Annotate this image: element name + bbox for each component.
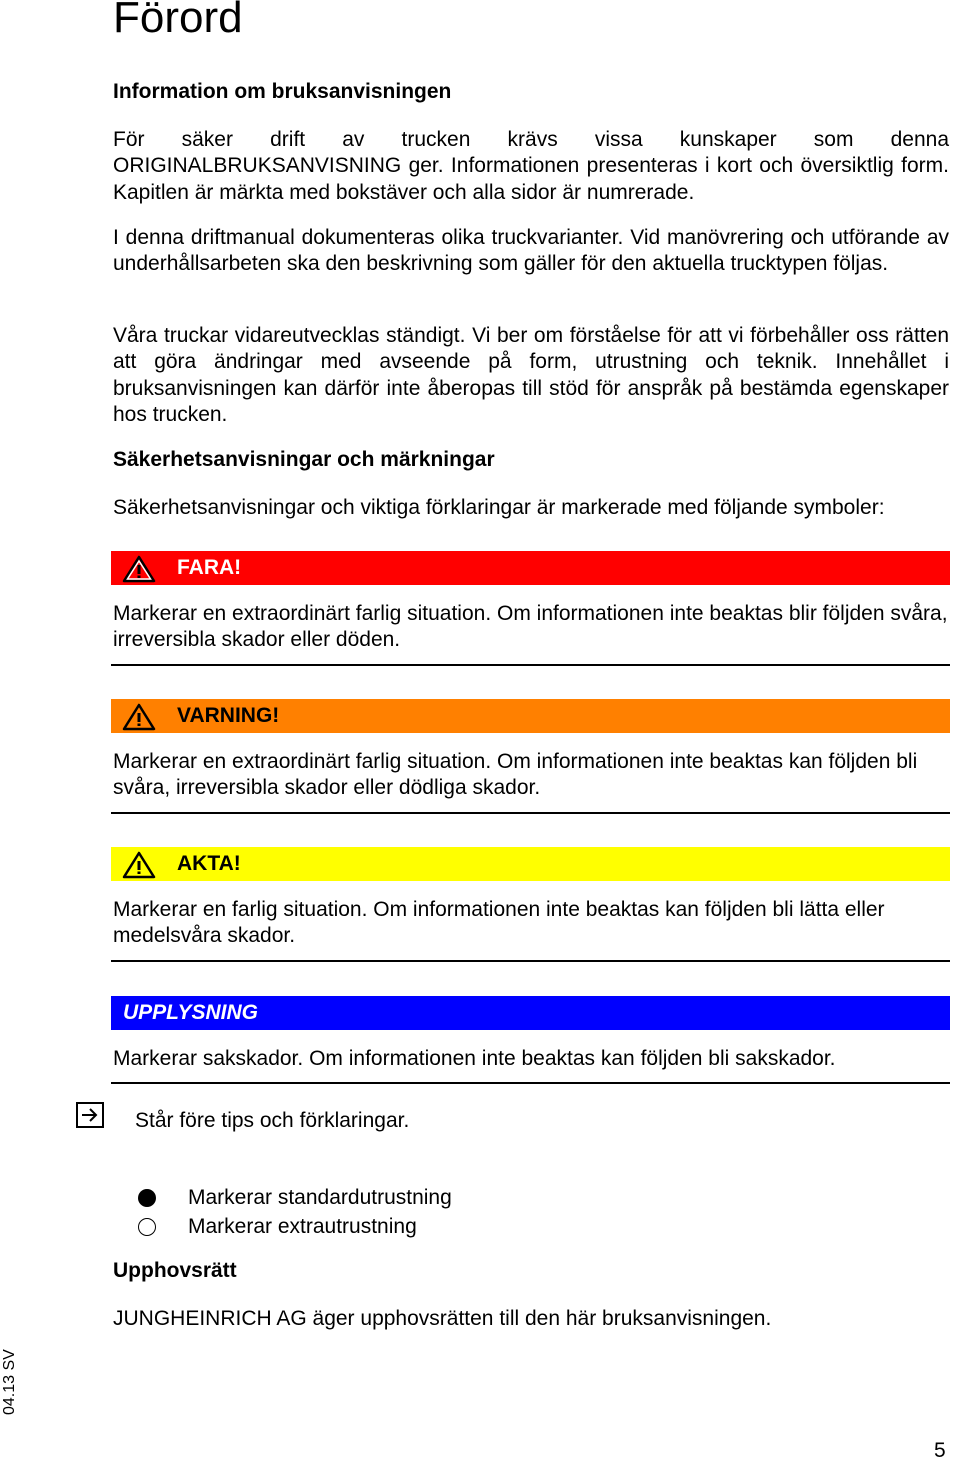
warning-description: Markerar en extraordinärt farlig situation. Om informationen inte beaktas kan följden bli svåra, irreversibla skador eller dödliga skador. bbox=[113, 750, 918, 800]
notice-banner bbox=[111, 996, 950, 1030]
safety-intro: Säkerhetsanvisningar och viktiga förklaringar är markerade med följande symboler: bbox=[113, 496, 885, 519]
section-heading-copyright: Upphovsrätt bbox=[113, 1259, 237, 1282]
bullet-standard: Markerar standardutrustning bbox=[188, 1186, 452, 1209]
danger-label: FARA! bbox=[177, 556, 242, 579]
divider bbox=[111, 812, 950, 814]
document-code: 04.13 SV bbox=[1, 1349, 18, 1415]
warning-triangle-icon bbox=[122, 703, 156, 731]
divider bbox=[111, 664, 950, 666]
section-heading-safety: Säkerhetsanvisningar och märkningar bbox=[113, 448, 495, 471]
warning-label: VARNING! bbox=[177, 704, 280, 727]
divider bbox=[111, 960, 950, 962]
page-number: 5 bbox=[934, 1439, 946, 1462]
filled-circle-icon bbox=[138, 1189, 156, 1207]
notice-description: Markerar sakskador. Om informationen inte beaktas kan följden bli sakskador. bbox=[113, 1047, 836, 1070]
info-paragraph-2: I denna driftmanual dokumenteras olika truckvarianter. Vid manövrering och utförande av underhållsarbeten ska den beskrivning som gäller för den aktuella trucktypen följas. bbox=[113, 226, 949, 276]
warning-triangle-icon bbox=[122, 555, 156, 583]
danger-description: Markerar en extraordinärt farlig situation. Om informationen inte beaktas blir följden svåra, irreversibla skador eller döden. bbox=[113, 602, 948, 652]
notice-label: UPPLYSNING bbox=[123, 1001, 258, 1024]
info-paragraph-1: För säker drift av trucken krävs vissa kunskaper som denna ORIGINALBRUKSANVISNING ger. Informationen presenteras i kort och översiktlig form. Kapitlen är märkta med bokstäver och alla sidor är numrerade. bbox=[113, 128, 949, 204]
section-heading-info: Information om bruksanvisningen bbox=[113, 80, 452, 103]
divider bbox=[111, 1082, 950, 1084]
caution-description: Markerar en farlig situation. Om informationen inte beaktas kan följden bli lätta eller medelsvåra skador. bbox=[113, 898, 885, 948]
info-paragraph-3: Våra truckar vidareutvecklas ständigt. Vi ber om förståelse för att vi förbehåller oss rätten att göra ändringar med avseende på form, utrustning och teknik. Innehållet i bruksanvisningen kan därför inte åberopas till stöd för anspråk på bestämda egenskaper hos trucken. bbox=[113, 324, 949, 426]
caution-banner bbox=[111, 847, 950, 881]
danger-banner bbox=[111, 551, 950, 585]
tip-arrow-icon bbox=[76, 1102, 104, 1128]
tip-text: Står före tips och förklaringar. bbox=[135, 1109, 410, 1132]
page-title: Förord bbox=[113, 0, 243, 42]
warning-triangle-icon bbox=[122, 851, 156, 879]
hollow-circle-icon bbox=[138, 1218, 156, 1236]
bullet-optional: Markerar extrautrustning bbox=[188, 1215, 417, 1238]
warning-banner bbox=[111, 699, 950, 733]
caution-label: AKTA! bbox=[177, 852, 241, 875]
copyright-text: JUNGHEINRICH AG äger upphovsrätten till den här bruksanvisningen. bbox=[113, 1307, 772, 1330]
